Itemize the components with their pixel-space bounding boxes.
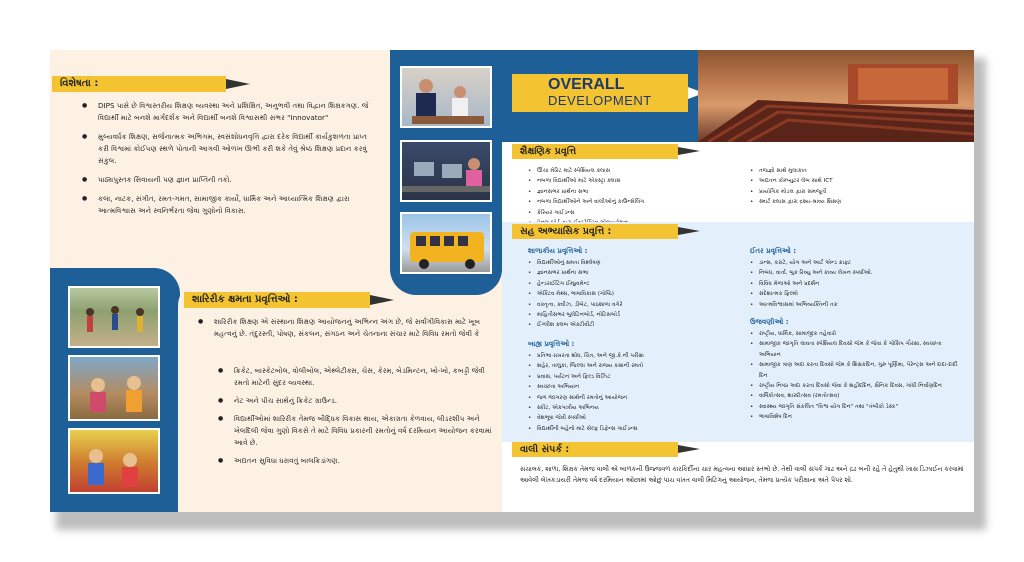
school-activity-item: • વક્તૃત્વ, ક્વીઝ, ડીબેટ, પાઠશાળા વગેરે	[528, 300, 738, 310]
photo-school-bus	[400, 212, 492, 274]
outside-activity-item: • વેશભૂષા જેવી સ્પર્ધાઓ	[528, 413, 738, 423]
physical-item: ● અદ્યતન સુવિધા ધરાવતું બાલક્રિડાંગણ.	[218, 455, 496, 467]
brochure	[50, 50, 974, 512]
overall-title-line2: DEVELOPMENT	[548, 93, 652, 108]
academic-item: • નબળા વિદ્યાર્થીઓને અને વાલીઓનું કાઉન્સેલિંગ	[528, 197, 738, 207]
academic-list-col2	[750, 166, 960, 208]
kids-play-area-illustration	[70, 430, 160, 494]
physical-intro-list	[198, 316, 494, 347]
outside-activity-item: • પ્રતિભા-પ્રખરતા શોધ, ચિત્ર, અને જી.કે.ની પરીક્ષા	[528, 351, 738, 361]
celebration-item: • ભાષાવિશેષ દિન	[750, 412, 965, 422]
physical-list	[218, 365, 496, 473]
outside-activity-item: • શહેર, તાલુકા, જિલ્લા અને રાજ્ય કક્ષાની રમતો	[528, 361, 738, 371]
school-activity-item: • ઈંગ્લીશ ક્લબ એક્ટીવીટી	[528, 320, 738, 330]
features-heading: વિશેષતા :	[52, 76, 226, 92]
other-activity-item: • સંદેશાત્મક ફિલ્મો	[750, 289, 965, 299]
academic-list-col1	[528, 166, 738, 228]
cocurricular-heading: સહ અભ્યાસિક પ્રવૃત્તિ :	[512, 224, 678, 239]
photo-teacher-student	[400, 66, 492, 128]
school-activity-item: • એક્ટિવ મેથ્સ, ભાષાવિકાસ (ગોષ્ઠિ)	[528, 289, 738, 299]
auditorium-illustration	[698, 50, 974, 142]
physical-heading: શારિરીક ક્ષમતા પ્રવૃત્તિઓ :	[184, 292, 370, 308]
celebrations-list	[750, 329, 965, 423]
parents-text: સંચાલક, શાળા, શિક્ષક તેમજ વાલી એ બાળકની ઉજ્જવળ કારકિર્દીના ચાર મહત્વના આધાર સ્તંભો છે. તેથી વાલી સંપર્ક ગાઢ અને દ્રઢ બની રહે તે હેતુથી ખાસ ડિઝાઈન કરવામાં આવેલી લેખકડાયરી તેમજ વર્ષ દરમિયાન ઓછામાં ઓછું પાંચ વખત વાલી મિટિંગનું આયોજન, તેમજ પ્રત્યેક પરીક્ષાના અંતે પેપર શો.	[520, 465, 964, 484]
physical-item: ● નેટ અને પીચ સાથેનું ક્રિકેટ ગ્રાઉન્ડ.	[218, 395, 496, 407]
school-activities-list	[528, 258, 738, 331]
outside-activity-item: • સ્વચ્છતા અભિયાન	[528, 382, 738, 392]
celebration-item: • રાષ્ટ્રીય નિષ્ઠા અદા કરતા દિવસો જેવા કે શહીદદિન, સૈનિક દિવસ, ગાંધી નિર્વાણદિન	[750, 381, 965, 391]
features-item: ● DIPS પાસે છે વિશ્વસ્તરીય શિક્ષણ વ્યવસ્થા અને પ્રશિક્ષિત, અનુભવી તથા વિદ્વાન શિક્ષકગણ. જે વિદ્યાર્થી માટે બનશે માર્ગદર્શક અને વિદ્યાર્થી બનશે વિશ્વાસથી સભર "Innovator"	[82, 100, 377, 124]
outside-activity-item: • સ્કીટ, એકપાત્રીય અભિનય	[528, 403, 738, 413]
academic-item: • ઊંચા મેરિટ માટે સ્પેશિયલ ક્લાસ	[528, 166, 738, 176]
kids-playground-illustration	[70, 357, 160, 421]
physical-intro: ● શારિરીક શિક્ષણ એ સંસ્થાના શિક્ષણ આયોજનનું અભિન્ન અંગ છે, જે સર્વાંગીવિકાસ માટે ખૂબ મહત્વનું છે. તંદુરસ્તી, પોષણ, સંકલન, સંગઠન અને ચેતનાના સંચાર માટે વિવિધ રમતો જેવી કે	[198, 316, 494, 340]
other-activity-item: • આત્મવિશ્વાસમાં અભિવ્યક્તિની તક	[750, 300, 965, 310]
physical-item: ● વિદ્યાર્થીઓમાં શારિરીક તેમજ બૌદ્ધિક વિકાસ થાય, એકાગ્રતા કેળવાય, લીડરશીપ અને ખેલદિલી જેવા ગુણો વિકસે તે માટે વિવિધ પ્રકારની રમતોનું વર્ષ દરમિયાન આયોજન કરવામાં આવે છે.	[218, 413, 496, 449]
outside-activities-list	[528, 351, 738, 434]
other-activities-list	[750, 258, 965, 310]
school-activities-title: શાળાકીય પ્રવૃત્તિઓ :	[528, 247, 588, 255]
other-activity-item: • ડાન્સ, કરાટે, યોગ અને આર્ટ એન્ડ ક્રાફ્ટ	[750, 258, 965, 268]
celebration-item: • વાર્ષિકોત્સવ, શારદોત્સવ (રમતોત્સવ)	[750, 391, 965, 401]
academic-item: • સ્માર્ટ ક્લાસ દ્વારા દ્રશ્ય-શ્રાવ્ય શિક્ષણ	[750, 197, 960, 207]
photo-kids-play-area	[68, 428, 160, 494]
academic-item: • તજજ્ઞો સાથે મુલાકાત	[750, 166, 960, 176]
features-item: ● મુલ્યવર્ધક શિક્ષણ, સર્જનાત્મક અભિગમ, સ્વસંશોધનવૃત્તિ દ્વારા દરેક વિદ્યાર્થી કાર્યકુશળતા પ્રાપ્ત કરી વિશ્વમાં કોઈપણ સ્થળે પોતાની આગવી ઓળખ ઊભી કરી શકે તેવું શ્રેષ્ઠ શિક્ષણ પ્રદાન કરવું સંકુલ.	[82, 131, 377, 167]
overall-title-line1: OVERALL	[548, 76, 625, 93]
academic-heading: શૈક્ષણિક પ્રવૃત્તિ	[512, 144, 678, 159]
school-bus-illustration	[402, 214, 492, 274]
other-activity-item: • વિવિધ મેળાઓ અને પ્રદર્શન	[750, 279, 965, 289]
outside-activities-title: બાહ્ય પ્રવૃત્તિઓ :	[528, 340, 575, 348]
academic-item: • નબળા વિદ્યાર્થીઓ માટે એક્સ્ટ્રા ક્લાસ	[528, 176, 738, 186]
photo-auditorium	[698, 50, 974, 142]
academic-item: • પ્રાયોગિક મોડલ દ્વારા સમજૂતી	[750, 187, 960, 197]
outside-activity-item: • વિદ્યાર્થીની બહેનો માટે સેલ્ફ ડિફેન્સ ગાઈડન્સ	[528, 424, 738, 434]
other-activity-item: • નિબંધ, વાર્તા, બુક રિવ્યુ અને કાવ્ય લેખન સ્પર્ધાઓ.	[750, 268, 965, 278]
kids-stretching-illustration	[70, 288, 160, 348]
celebration-item: • સામાજીક ત્રાણ અદા કરતા દિવસો જેમ કે શિક્ષકદિન, ગુરુ પૂર્ણિમા, પેરેન્ટ્સ અને દાદા-દાદી દિન	[750, 360, 965, 381]
photo-kids-stretching	[68, 286, 160, 348]
parents-heading: વાલી સંપર્ક :	[512, 442, 678, 457]
celebration-item: • રાષ્ટ્રીય, ધાર્મિક, સામાજીક તહેવારો	[750, 329, 965, 339]
academic-item: • જ્ઞાનસભર પ્રાર્થના સભા	[528, 187, 738, 197]
school-activity-item: • જ્ઞાનસભર પ્રાર્થના સભા	[528, 268, 738, 278]
celebrations-title: ઉજવણીઓ :	[750, 318, 789, 326]
photo-computer-lab	[400, 140, 492, 202]
outside-activity-item: • જળ જાગરણ સાથેની રમતોનું આયોજન	[528, 393, 738, 403]
academic-item: • કેરિયર ગાઈડન્સ	[528, 208, 738, 218]
features-item: ● પાઠ્યપુસ્તક સિવાયની પણ જ્ઞાન પ્રાપ્તિની તકો.	[82, 174, 377, 186]
computer-lab-illustration	[402, 142, 492, 202]
physical-item: ● ક્રિકેટ, બાસ્કેટબોલ, વોલીબોલ, એથ્લેટીક્સ, ચેસ, કેરમ, બેડમિન્ટન, ખો-ખો, કબડ્ડી જેવી રમતો માટેની સુંદર વ્યવસ્થા.	[218, 365, 496, 389]
features-list	[82, 100, 377, 224]
school-activity-item: • માહિતીસભર બુલેટિનબોર્ડ, નોટિસબોર્ડ	[528, 310, 738, 320]
celebration-item: • સ્વાસ્થ્ય જાગૃતિ સંકલિત "વિશ્વ યોગ દિન" તથા "તંબીકો ડેસ્ક"	[750, 402, 965, 412]
photo-kids-playground	[68, 355, 160, 421]
other-activities-title: ઈતર પ્રવૃત્તિઓ :	[750, 247, 797, 255]
celebration-item: • સામાજીક જાગૃતિ લાવતા સ્પેશિયલ દિવસો જેમ કે જેવા કે ગોસિપ ગૌરક્ષા, સ્વચ્છતા અભિયાન	[750, 339, 965, 360]
teacher-student-illustration	[402, 68, 492, 128]
school-activity-item: • વિદ્યાર્થીઓનું ક્ષમતા વિશ્લેષણ	[528, 258, 738, 268]
academic-item: • અદ્યતન કોમ્પ્યુટર લેબ સાથે ICT	[750, 176, 960, 186]
school-activity-item: • હેન્ડરાઈટિંગ ઈમ્પ્રુવમેન્ટ	[528, 279, 738, 289]
outside-activity-item: • પ્રવાસ, પર્યટન અને ફિલ્ડ વિઝિટ	[528, 372, 738, 382]
features-item: ● કલા, નાટક, સંગીત, રમત-ગમત, સામાજીક કાર્યો, ધાર્મિક અને આધ્યાત્મિક શિક્ષણ દ્વારા આત્મવિશ્વાસ અને સ્વનિર્ભરતા જેવા ગુણોનો વિકાસ.	[82, 193, 377, 217]
